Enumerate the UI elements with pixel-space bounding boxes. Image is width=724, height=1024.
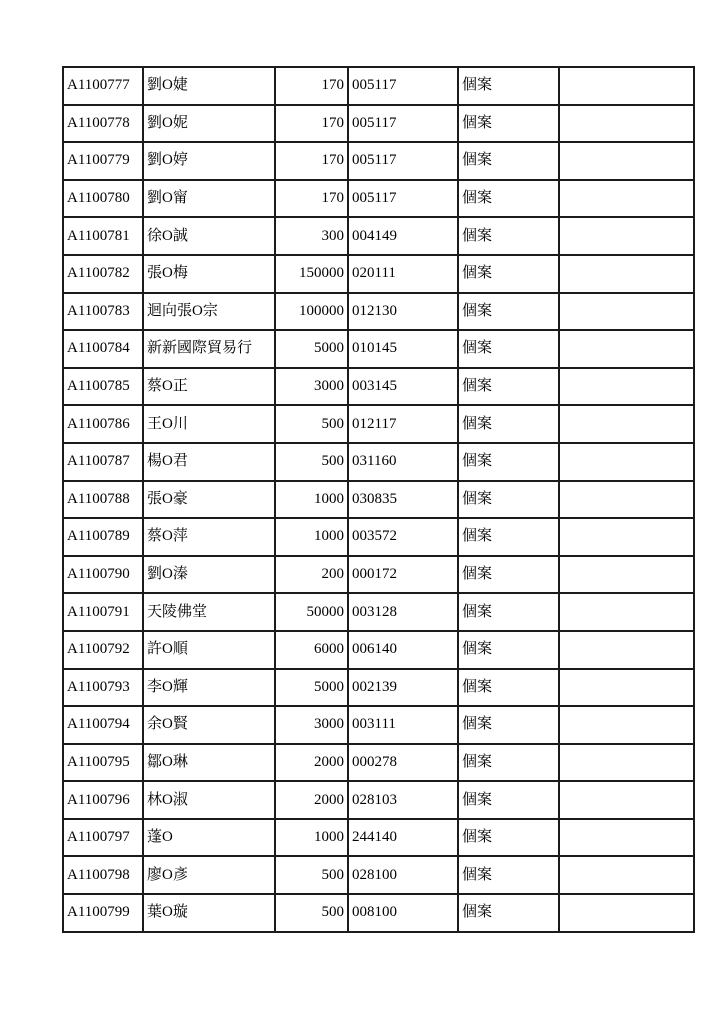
donation-table-body — [63, 67, 694, 932]
cell-amount: 150000 — [275, 255, 348, 293]
cell-category: 個案 — [458, 293, 559, 331]
cell-note — [559, 894, 694, 932]
cell-code: 012130 — [348, 293, 458, 331]
cell-name: 劉O婕 — [143, 67, 275, 105]
cell-category: 個案 — [458, 669, 559, 707]
cell-id: A1100787 — [63, 443, 143, 481]
table-row — [63, 368, 694, 406]
table-row — [63, 819, 694, 857]
cell-code: 003145 — [348, 368, 458, 406]
table-row — [63, 631, 694, 669]
cell-amount: 500 — [275, 856, 348, 894]
cell-name: 王O川 — [143, 405, 275, 443]
cell-id: A1100785 — [63, 368, 143, 406]
cell-code: 005117 — [348, 105, 458, 143]
cell-id: A1100796 — [63, 781, 143, 819]
cell-name: 劉O婷 — [143, 142, 275, 180]
cell-amount: 170 — [275, 142, 348, 180]
table-row — [63, 443, 694, 481]
cell-code: 020111 — [348, 255, 458, 293]
cell-id: A1100793 — [63, 669, 143, 707]
cell-category: 個案 — [458, 556, 559, 594]
table-row — [63, 67, 694, 105]
cell-name: 劉O妮 — [143, 105, 275, 143]
cell-id: A1100779 — [63, 142, 143, 180]
cell-note — [559, 293, 694, 331]
cell-category: 個案 — [458, 405, 559, 443]
cell-note — [559, 405, 694, 443]
cell-amount: 50000 — [275, 593, 348, 631]
cell-note — [559, 443, 694, 481]
cell-note — [559, 556, 694, 594]
cell-note — [559, 744, 694, 782]
cell-code: 012117 — [348, 405, 458, 443]
cell-category: 個案 — [458, 593, 559, 631]
table-row — [63, 405, 694, 443]
cell-name: 新新國際貿易行 — [143, 330, 275, 368]
cell-amount: 170 — [275, 180, 348, 218]
cell-name: 蓬O — [143, 819, 275, 857]
table-row — [63, 142, 694, 180]
cell-name: 余O賢 — [143, 706, 275, 744]
cell-amount: 500 — [275, 443, 348, 481]
cell-note — [559, 368, 694, 406]
cell-category: 個案 — [458, 894, 559, 932]
cell-id: A1100786 — [63, 405, 143, 443]
cell-amount: 3000 — [275, 368, 348, 406]
cell-id: A1100783 — [63, 293, 143, 331]
table-row — [63, 856, 694, 894]
cell-name: 李O輝 — [143, 669, 275, 707]
cell-code: 031160 — [348, 443, 458, 481]
cell-note — [559, 631, 694, 669]
cell-category: 個案 — [458, 706, 559, 744]
cell-note — [559, 217, 694, 255]
cell-id: A1100778 — [63, 105, 143, 143]
cell-id: A1100782 — [63, 255, 143, 293]
cell-name: 葉O璇 — [143, 894, 275, 932]
cell-name: 許O順 — [143, 631, 275, 669]
cell-code: 003128 — [348, 593, 458, 631]
cell-name: 蔡O萍 — [143, 518, 275, 556]
cell-note — [559, 781, 694, 819]
cell-id: A1100789 — [63, 518, 143, 556]
cell-category: 個案 — [458, 781, 559, 819]
cell-id: A1100790 — [63, 556, 143, 594]
donation-record-table — [62, 66, 695, 933]
cell-amount: 1000 — [275, 518, 348, 556]
table-row — [63, 706, 694, 744]
cell-note — [559, 593, 694, 631]
cell-name: 楊O君 — [143, 443, 275, 481]
cell-amount: 3000 — [275, 706, 348, 744]
cell-id: A1100791 — [63, 593, 143, 631]
cell-category: 個案 — [458, 481, 559, 519]
cell-id: A1100781 — [63, 217, 143, 255]
cell-code: 000278 — [348, 744, 458, 782]
cell-category: 個案 — [458, 518, 559, 556]
cell-id: A1100795 — [63, 744, 143, 782]
table-row — [63, 894, 694, 932]
cell-category: 個案 — [458, 67, 559, 105]
cell-code: 244140 — [348, 819, 458, 857]
cell-code: 028103 — [348, 781, 458, 819]
table-row — [63, 593, 694, 631]
cell-code: 003572 — [348, 518, 458, 556]
table-row — [63, 669, 694, 707]
cell-id: A1100794 — [63, 706, 143, 744]
cell-name: 劉O甯 — [143, 180, 275, 218]
cell-amount: 170 — [275, 67, 348, 105]
cell-note — [559, 819, 694, 857]
cell-code: 004149 — [348, 217, 458, 255]
cell-note — [559, 142, 694, 180]
table-row — [63, 330, 694, 368]
cell-amount: 200 — [275, 556, 348, 594]
cell-id: A1100788 — [63, 481, 143, 519]
table-row — [63, 255, 694, 293]
cell-category: 個案 — [458, 443, 559, 481]
table-row — [63, 481, 694, 519]
cell-amount: 100000 — [275, 293, 348, 331]
cell-category: 個案 — [458, 330, 559, 368]
cell-category: 個案 — [458, 368, 559, 406]
cell-id: A1100792 — [63, 631, 143, 669]
cell-id: A1100784 — [63, 330, 143, 368]
cell-note — [559, 67, 694, 105]
cell-id: A1100797 — [63, 819, 143, 857]
table-row — [63, 105, 694, 143]
cell-amount: 2000 — [275, 744, 348, 782]
cell-note — [559, 518, 694, 556]
cell-note — [559, 180, 694, 218]
cell-code: 010145 — [348, 330, 458, 368]
cell-code: 028100 — [348, 856, 458, 894]
cell-code: 005117 — [348, 142, 458, 180]
cell-code: 006140 — [348, 631, 458, 669]
cell-id: A1100780 — [63, 180, 143, 218]
cell-amount: 2000 — [275, 781, 348, 819]
cell-note — [559, 105, 694, 143]
cell-name: 徐O誠 — [143, 217, 275, 255]
cell-name: 張O梅 — [143, 255, 275, 293]
cell-id: A1100777 — [63, 67, 143, 105]
cell-amount: 5000 — [275, 669, 348, 707]
cell-code: 000172 — [348, 556, 458, 594]
cell-note — [559, 481, 694, 519]
cell-category: 個案 — [458, 180, 559, 218]
cell-amount: 5000 — [275, 330, 348, 368]
cell-note — [559, 255, 694, 293]
cell-name: 劉O溱 — [143, 556, 275, 594]
cell-category: 個案 — [458, 744, 559, 782]
cell-id: A1100799 — [63, 894, 143, 932]
cell-note — [559, 330, 694, 368]
cell-code: 003111 — [348, 706, 458, 744]
cell-amount: 170 — [275, 105, 348, 143]
cell-category: 個案 — [458, 856, 559, 894]
cell-name: 天陵佛堂 — [143, 593, 275, 631]
cell-amount: 1000 — [275, 481, 348, 519]
table-row — [63, 180, 694, 218]
cell-id: A1100798 — [63, 856, 143, 894]
table-row — [63, 217, 694, 255]
cell-code: 005117 — [348, 180, 458, 218]
cell-name: 張O豪 — [143, 481, 275, 519]
table-row — [63, 293, 694, 331]
cell-code: 005117 — [348, 67, 458, 105]
cell-code: 002139 — [348, 669, 458, 707]
table-row — [63, 518, 694, 556]
cell-category: 個案 — [458, 142, 559, 180]
cell-name: 鄒O琳 — [143, 744, 275, 782]
cell-name: 林O淑 — [143, 781, 275, 819]
cell-amount: 500 — [275, 405, 348, 443]
table-row — [63, 744, 694, 782]
cell-code: 030835 — [348, 481, 458, 519]
table-row — [63, 556, 694, 594]
cell-category: 個案 — [458, 255, 559, 293]
cell-category: 個案 — [458, 819, 559, 857]
cell-category: 個案 — [458, 105, 559, 143]
cell-category: 個案 — [458, 631, 559, 669]
cell-amount: 1000 — [275, 819, 348, 857]
cell-name: 迴向張O宗 — [143, 293, 275, 331]
cell-code: 008100 — [348, 894, 458, 932]
cell-category: 個案 — [458, 217, 559, 255]
cell-name: 蔡O正 — [143, 368, 275, 406]
cell-name: 廖O彥 — [143, 856, 275, 894]
cell-note — [559, 856, 694, 894]
cell-amount: 500 — [275, 894, 348, 932]
table-row — [63, 781, 694, 819]
cell-note — [559, 706, 694, 744]
cell-note — [559, 669, 694, 707]
cell-amount: 6000 — [275, 631, 348, 669]
cell-amount: 300 — [275, 217, 348, 255]
